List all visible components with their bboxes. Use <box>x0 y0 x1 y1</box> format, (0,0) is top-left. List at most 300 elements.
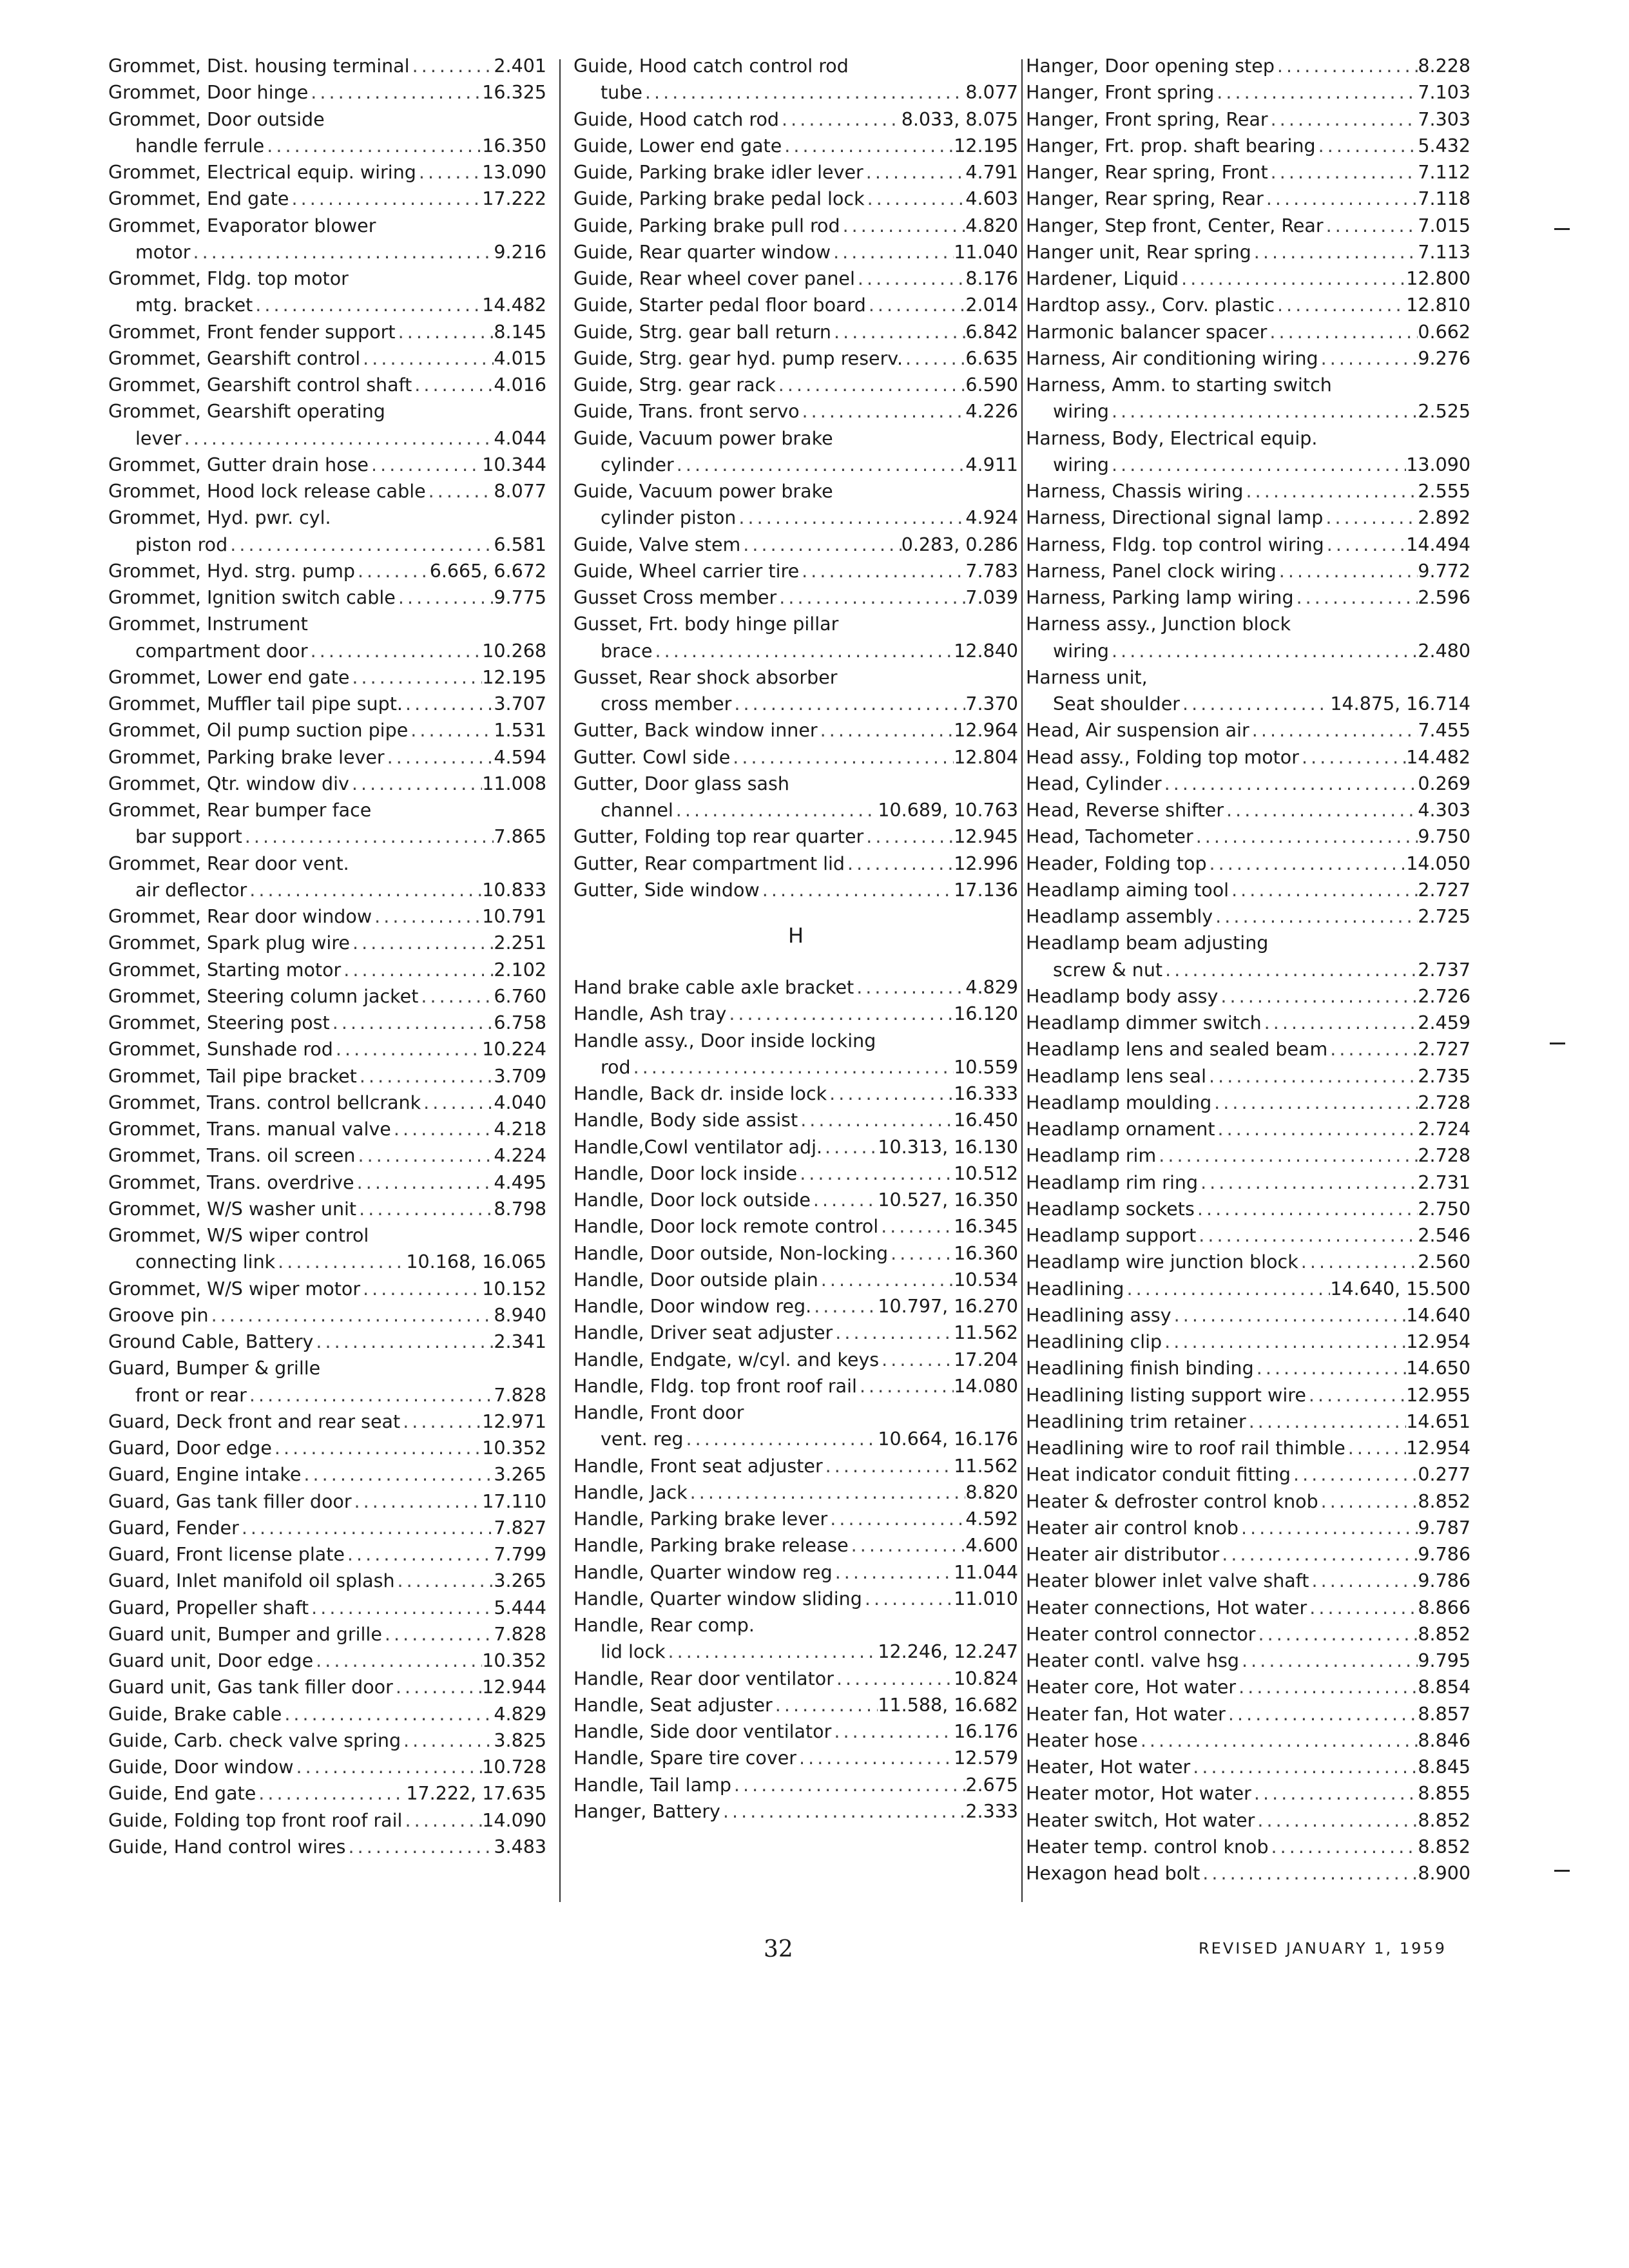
index-entry <box>574 877 1018 903</box>
entry-name: Heater switch, Hot water <box>1026 1809 1255 1831</box>
entry-name: Headlining <box>1026 1278 1124 1300</box>
entry-reference-number: 12.954 <box>1406 1331 1470 1352</box>
index-entry <box>1026 930 1470 956</box>
index-entry <box>1026 1355 1470 1381</box>
entry-name: Handle,Cowl ventilator adj. <box>574 1136 823 1158</box>
index-entry <box>108 1196 546 1222</box>
dot-leader <box>1206 1063 1418 1090</box>
margin-mark <box>1554 1870 1570 1872</box>
entry-reference-number: 4.820 <box>965 215 1018 236</box>
entry-reference-number: 11.588, 16.682 <box>878 1694 1018 1716</box>
dot-leader <box>349 664 482 691</box>
entry-name: Grommet, Trans. manual valve <box>108 1119 391 1140</box>
dot-leader <box>865 186 966 212</box>
entry-name: Grommet, Gearshift control shaft <box>108 374 412 396</box>
dot-leader <box>1190 1754 1418 1780</box>
entry-name: Grommet, Rear bumper face <box>108 800 372 821</box>
dot-leader <box>827 1506 965 1532</box>
entry-reference-number: 12.945 <box>954 826 1018 848</box>
index-entry <box>574 1559 1018 1586</box>
index-entry <box>108 558 546 584</box>
dot-leader <box>1211 1090 1418 1116</box>
entry-reference-number: 6.581 <box>494 533 546 555</box>
index-entry <box>1026 584 1470 611</box>
entry-reference-number: 17.222 <box>482 188 546 210</box>
entry-name: Harness, Parking lamp wiring <box>1026 587 1294 608</box>
entry-reference-number: 17.204 <box>954 1349 1018 1370</box>
index-entry <box>574 425 1018 452</box>
dot-leader <box>736 505 965 531</box>
index-entry <box>108 53 546 79</box>
index-entry <box>108 1701 546 1727</box>
index-entry <box>1026 319 1470 345</box>
dot-leader <box>253 292 482 318</box>
dot-leader <box>862 1586 954 1612</box>
entry-reference-number: 14.482 <box>482 294 546 316</box>
index-entry <box>574 1399 1018 1426</box>
entry-name: Grommet, Parking brake lever <box>108 746 385 768</box>
index-entry <box>108 1541 546 1568</box>
index-entry <box>574 1479 1018 1506</box>
entry-reference-number: 14.875, 16.714 <box>1330 693 1470 715</box>
entry-name: Headlamp aiming tool <box>1026 879 1229 901</box>
dot-leader <box>1298 1249 1418 1275</box>
entry-reference-number: 8.033, 8.075 <box>901 108 1018 130</box>
dot-leader <box>308 638 483 664</box>
index-entry <box>1026 133 1470 159</box>
entry-reference-number: 8.857 <box>1418 1703 1470 1725</box>
entry-reference-number: 3.825 <box>494 1729 546 1751</box>
dot-leader <box>352 1488 483 1515</box>
dot-leader <box>1218 983 1418 1010</box>
index-entry <box>574 1718 1018 1745</box>
index-entry <box>1026 1382 1470 1408</box>
index-entry <box>574 133 1018 159</box>
entry-reference-number: 10.833 <box>482 879 546 901</box>
index-entry <box>1026 1249 1470 1275</box>
entry-reference-number: 8.940 <box>494 1304 546 1326</box>
entry-name: Heater fan, Hot water <box>1026 1703 1226 1725</box>
entry-reference-number: 16.450 <box>954 1110 1018 1131</box>
entry-reference-number: 10.168, 16.065 <box>406 1251 546 1273</box>
entry-reference-number: 6.665, 6.672 <box>429 560 546 582</box>
index-entry <box>1026 717 1470 744</box>
entry-name: Grommet, Dist. housing terminal <box>108 55 410 77</box>
index-entry <box>574 532 1018 558</box>
entry-reference-number: 4.226 <box>965 401 1018 423</box>
entry-name: Hardtop assy., Corv. plastic <box>1026 294 1275 316</box>
index-entry <box>108 1807 546 1834</box>
entry-name: Handle, Back dr. inside lock <box>574 1083 827 1104</box>
index-entry <box>574 1666 1018 1692</box>
entry-name: Hardener, Liquid <box>1026 268 1179 289</box>
entry-name: connecting link <box>135 1251 276 1273</box>
entry-name: Guard unit, Gas tank filler door <box>108 1677 393 1698</box>
entry-reference-number: 4.829 <box>965 977 1018 998</box>
index-entry-continuation <box>1026 452 1470 478</box>
entry-reference-number: 9.772 <box>1418 560 1470 582</box>
entry-name: Grommet, Hyd. pwr. cyl. <box>108 507 331 529</box>
dot-leader <box>818 1267 954 1293</box>
dot-leader <box>1224 797 1418 823</box>
dot-leader <box>396 584 494 611</box>
entry-name: Grommet, Door hinge <box>108 82 309 104</box>
entry-name: Guide, End gate <box>108 1783 256 1805</box>
entry-reference-number: 2.750 <box>1418 1198 1470 1220</box>
index-entry <box>574 850 1018 877</box>
dot-leader <box>418 983 494 1010</box>
index-entry <box>574 319 1018 345</box>
entry-reference-number: 4.016 <box>494 374 546 396</box>
dot-leader <box>833 1320 954 1346</box>
index-entry <box>574 771 1018 797</box>
entry-name: Grommet, Trans. oil screen <box>108 1145 356 1167</box>
entry-reference-number: 12.246, 12.247 <box>878 1641 1018 1663</box>
index-entry <box>574 398 1018 425</box>
dot-leader <box>360 1276 482 1302</box>
entry-name: Guard, Propeller shaft <box>108 1597 309 1619</box>
dot-leader <box>412 372 494 398</box>
entry-name: Grommet, Muffler tail pipe supt. <box>108 693 403 715</box>
entry-name: Grommet, Front fender support <box>108 321 396 343</box>
entry-name: Guide, Parking brake pedal lock <box>574 188 865 210</box>
dot-leader <box>673 797 878 823</box>
index-column-2 <box>574 53 1018 1825</box>
entry-reference-number: 9.786 <box>1418 1544 1470 1565</box>
entry-reference-number: 7.303 <box>1418 108 1470 130</box>
dot-leader <box>313 1329 494 1355</box>
entry-name: Gusset, Rear shock absorber <box>574 666 838 688</box>
dot-leader <box>823 1453 954 1479</box>
dot-leader <box>272 1435 482 1461</box>
entry-reference-number: 2.401 <box>494 55 546 77</box>
dot-leader <box>1327 1036 1418 1062</box>
entry-name: Hanger, Rear spring, Rear <box>1026 188 1264 210</box>
dot-leader <box>408 717 494 744</box>
dot-leader <box>1236 1674 1418 1700</box>
entry-name: Guide, Brake cable <box>108 1703 282 1725</box>
entry-reference-number: 14.080 <box>954 1375 1018 1397</box>
dot-leader <box>888 1240 954 1267</box>
entry-reference-number: 14.640, 15.500 <box>1330 1278 1470 1300</box>
entry-reference-number: 7.370 <box>965 693 1018 715</box>
index-entry <box>1026 345 1470 372</box>
entry-name: Headlamp lens and sealed beam <box>1026 1039 1328 1061</box>
entry-reference-number: 8.854 <box>1418 1677 1470 1698</box>
entry-name: Guide, Starter pedal floor board <box>574 294 866 316</box>
entry-reference-number: 12.800 <box>1406 268 1470 289</box>
entry-name: Head, Air suspension air <box>1026 720 1249 742</box>
entry-reference-number: 14.090 <box>482 1809 546 1831</box>
index-entry <box>108 1515 546 1541</box>
entry-name: Grommet, Steering column jacket <box>108 985 419 1007</box>
dot-leader <box>1251 239 1418 265</box>
dot-leader <box>1179 265 1406 292</box>
entry-name: Handle, Quarter window sliding <box>574 1588 862 1610</box>
index-entry <box>1026 877 1470 903</box>
dot-leader <box>355 558 430 584</box>
index-entry <box>574 611 1018 637</box>
entry-reference-number: 2.727 <box>1418 879 1470 901</box>
index-entry <box>574 1134 1018 1160</box>
index-entry <box>108 372 546 398</box>
dot-leader <box>1262 1010 1418 1036</box>
dot-leader <box>1200 1860 1418 1887</box>
index-entry <box>108 398 546 425</box>
entry-reference-number: 6.758 <box>494 1012 546 1033</box>
entry-reference-number: 2.333 <box>965 1800 1018 1822</box>
dot-leader <box>1268 159 1418 186</box>
index-entry <box>108 1169 546 1196</box>
entry-reference-number: 2.727 <box>1418 1039 1470 1061</box>
dot-leader <box>1195 1196 1418 1222</box>
entry-reference-number: 2.737 <box>1418 959 1470 981</box>
index-entry <box>108 1568 546 1594</box>
dot-leader <box>1318 1488 1418 1515</box>
index-entry <box>1026 1595 1470 1621</box>
entry-name: Hanger, Front spring <box>1026 82 1215 104</box>
dot-leader <box>1162 1329 1406 1355</box>
index-entry-continuation <box>574 691 1018 717</box>
index-entry <box>1026 53 1470 79</box>
entry-reference-number: 4.224 <box>494 1145 546 1167</box>
entry-reference-number: 8.866 <box>1418 1597 1470 1619</box>
entry-name: Guard, Bumper & grille <box>108 1358 321 1379</box>
index-entry <box>108 1010 546 1036</box>
index-entry <box>108 983 546 1010</box>
entry-name: Guide, Hood catch control rod <box>574 55 849 77</box>
index-entry <box>108 850 546 877</box>
entry-name: Guard, Front license plate <box>108 1544 345 1565</box>
entry-name: Handle, Door lock inside <box>574 1162 798 1184</box>
entry-name: Handle, Tail lamp <box>574 1774 731 1796</box>
entry-name: screw & nut <box>1053 959 1163 981</box>
entry-reference-number: 13.090 <box>482 162 546 183</box>
index-entry-continuation <box>108 292 546 318</box>
entry-reference-number: 11.044 <box>954 1561 1018 1583</box>
index-entry <box>108 1674 546 1700</box>
index-entry <box>1026 664 1470 691</box>
index-entry-continuation <box>1026 957 1470 983</box>
entry-name: Guard unit, Bumper and grille <box>108 1623 382 1645</box>
index-entry <box>1026 1276 1470 1302</box>
entry-reference-number: 7.039 <box>965 587 1018 608</box>
margin-mark <box>1550 1043 1565 1044</box>
index-entry-continuation <box>108 425 546 452</box>
entry-name: Handle, Quarter window reg <box>574 1561 833 1583</box>
entry-name: Handle, Door lock remote control <box>574 1216 879 1238</box>
entry-reference-number: 5.432 <box>1418 135 1470 157</box>
index-entry <box>108 1036 546 1062</box>
dot-leader <box>309 1595 494 1621</box>
entry-reference-number: 4.600 <box>965 1535 1018 1557</box>
dot-leader <box>345 1541 494 1568</box>
index-entry <box>574 213 1018 239</box>
entry-name: Grommet, Tail pipe bracket <box>108 1065 357 1087</box>
entry-name: Head, Reverse shifter <box>1026 800 1224 821</box>
entry-reference-number: 10.527, 16.350 <box>878 1189 1018 1211</box>
entry-reference-number: 9.216 <box>494 241 546 263</box>
index-entry <box>1026 425 1470 452</box>
entry-name: Head, Tachometer <box>1026 826 1193 848</box>
index-entry-continuation <box>108 239 546 265</box>
index-entry-continuation <box>108 133 546 159</box>
entry-name: Harness, Panel clock wiring <box>1026 560 1277 582</box>
index-entry <box>1026 1488 1470 1515</box>
entry-name: motor <box>135 241 191 263</box>
entry-reference-number: 7.865 <box>494 826 546 848</box>
entry-reference-number: 8.855 <box>1418 1783 1470 1805</box>
entry-name: Handle, Parking brake release <box>574 1535 849 1557</box>
dot-leader <box>731 691 965 717</box>
dot-leader <box>209 1302 494 1329</box>
index-entry <box>108 957 546 983</box>
dot-leader <box>242 823 494 850</box>
dot-leader <box>191 239 494 265</box>
entry-name: Headlamp beam adjusting <box>1026 932 1269 954</box>
entry-name: Handle, Endgate, w/cyl. and keys <box>574 1349 880 1370</box>
index-entry <box>1026 1010 1470 1036</box>
entry-reference-number: 16.325 <box>482 82 546 104</box>
entry-reference-number: 12.955 <box>1406 1384 1470 1406</box>
entry-reference-number: 14.651 <box>1406 1410 1470 1432</box>
entry-reference-number: 16.345 <box>954 1216 1018 1238</box>
entry-name: Grommet, Trans. overdrive <box>108 1171 354 1193</box>
entry-name: channel <box>601 800 673 821</box>
entry-reference-number: 2.892 <box>1418 507 1470 529</box>
entry-reference-number: 7.827 <box>494 1517 546 1539</box>
entry-reference-number: 4.040 <box>494 1091 546 1113</box>
entry-name: Headlamp ornament <box>1026 1119 1215 1140</box>
entry-reference-number: 11.562 <box>954 1322 1018 1344</box>
index-entry <box>108 319 546 345</box>
dot-leader <box>330 1010 494 1036</box>
dot-leader <box>782 133 954 159</box>
entry-reference-number: 8.145 <box>494 321 546 343</box>
entry-reference-number: 2.731 <box>1418 1171 1470 1193</box>
index-entry <box>574 823 1018 850</box>
index-entry <box>1026 1515 1470 1541</box>
dot-leader <box>1299 744 1406 771</box>
entry-name: Guide, Vacuum power brake <box>574 481 833 502</box>
entry-reference-number: 0.662 <box>1418 321 1470 343</box>
entry-reference-number: 7.783 <box>965 560 1018 582</box>
column-divider <box>559 59 561 1902</box>
entry-name: Guide, Rear quarter window <box>574 241 831 263</box>
index-entry <box>574 974 1018 1001</box>
index-entry <box>1026 1169 1470 1196</box>
index-entry <box>1026 265 1470 292</box>
index-entry <box>108 1063 546 1090</box>
section-letter: H <box>787 923 804 948</box>
index-entry <box>1026 1834 1470 1860</box>
index-entry <box>108 744 546 771</box>
dot-leader <box>1109 638 1418 664</box>
entry-name: Grommet, Starting motor <box>108 959 342 981</box>
index-entry <box>108 930 546 956</box>
entry-name: Seat shoulder <box>1053 693 1180 715</box>
entry-reference-number: 7.103 <box>1418 82 1470 104</box>
dot-leader <box>396 319 494 345</box>
index-entry <box>574 744 1018 771</box>
entry-reference-number: 2.728 <box>1418 1091 1470 1113</box>
index-entry-continuation <box>108 1249 546 1275</box>
index-entry <box>574 1107 1018 1133</box>
dot-leader <box>800 398 966 425</box>
entry-reference-number: 3.265 <box>494 1570 546 1592</box>
entry-name: Grommet, Qtr. window div <box>108 773 349 794</box>
entry-reference-number: 10.313, 16.130 <box>878 1136 1018 1158</box>
entry-reference-number: 2.735 <box>1418 1065 1470 1087</box>
index-entry <box>108 1488 546 1515</box>
index-entry <box>1026 1196 1470 1222</box>
dot-leader <box>354 1169 494 1196</box>
entry-name: Grommet, W/S wiper control <box>108 1225 369 1246</box>
dot-leader <box>818 717 954 744</box>
entry-reference-number: 2.341 <box>494 1331 546 1352</box>
entry-reference-number: 4.924 <box>965 507 1018 529</box>
entry-name: Guide, Lower end gate <box>574 135 782 157</box>
index-entry <box>1026 159 1470 186</box>
dot-leader <box>416 159 482 186</box>
entry-name: Heater air distributor <box>1026 1544 1220 1565</box>
index-entry <box>108 611 546 637</box>
entry-name: Grommet, Oil pump suction pipe <box>108 720 409 742</box>
index-entry <box>574 239 1018 265</box>
entry-name: Hanger, Battery <box>574 1800 720 1822</box>
index-entry <box>108 664 546 691</box>
entry-name: Handle, Rear door ventilator <box>574 1667 834 1689</box>
page-number: 32 <box>764 1936 793 1963</box>
entry-name: Heater & defroster control knob <box>1026 1490 1318 1512</box>
entry-name: Heater motor, Hot water <box>1026 1783 1251 1805</box>
dot-leader <box>1124 1276 1331 1302</box>
index-entry <box>1026 79 1470 106</box>
dot-leader <box>1239 1648 1418 1674</box>
entry-name: Headlamp body assy <box>1026 985 1219 1007</box>
index-entry <box>1026 1090 1470 1116</box>
index-entry <box>108 771 546 797</box>
entry-name: Hexagon head bolt <box>1026 1863 1200 1884</box>
entry-reference-number: 16.350 <box>482 135 546 157</box>
entry-reference-number: 10.352 <box>482 1437 546 1459</box>
dot-leader <box>1239 1515 1418 1541</box>
entry-name: Grommet, End gate <box>108 188 289 210</box>
entry-name: Guide, Vacuum power brake <box>574 427 833 449</box>
dot-leader <box>811 1187 878 1213</box>
entry-name: Grommet, Fldg. top motor <box>108 268 349 289</box>
entry-name: Hanger, Step front, Center, Rear <box>1026 215 1324 236</box>
dot-leader <box>731 1772 965 1798</box>
entry-reference-number: 17.222, 17.635 <box>406 1783 546 1805</box>
entry-name: lever <box>135 427 182 449</box>
dot-leader <box>834 1666 954 1692</box>
entry-name: Guide, Carb. check valve spring <box>108 1729 401 1751</box>
entry-reference-number: 10.352 <box>482 1650 546 1671</box>
dot-leader <box>395 1568 494 1594</box>
entry-reference-number: 2.726 <box>1418 985 1470 1007</box>
dot-leader <box>350 930 494 956</box>
dot-leader <box>1226 1701 1418 1727</box>
entry-reference-number: 4.829 <box>494 1703 546 1725</box>
entry-name: Guard, Door edge <box>108 1437 272 1459</box>
entry-name: Guide, Strg. gear ball return <box>574 321 831 343</box>
entry-reference-number: 7.112 <box>1418 162 1470 183</box>
entry-reference-number: 12.840 <box>954 640 1018 662</box>
index-entry <box>574 53 1018 79</box>
index-entry <box>108 797 546 823</box>
entry-name: Grommet, Gutter drain hose <box>108 454 369 476</box>
